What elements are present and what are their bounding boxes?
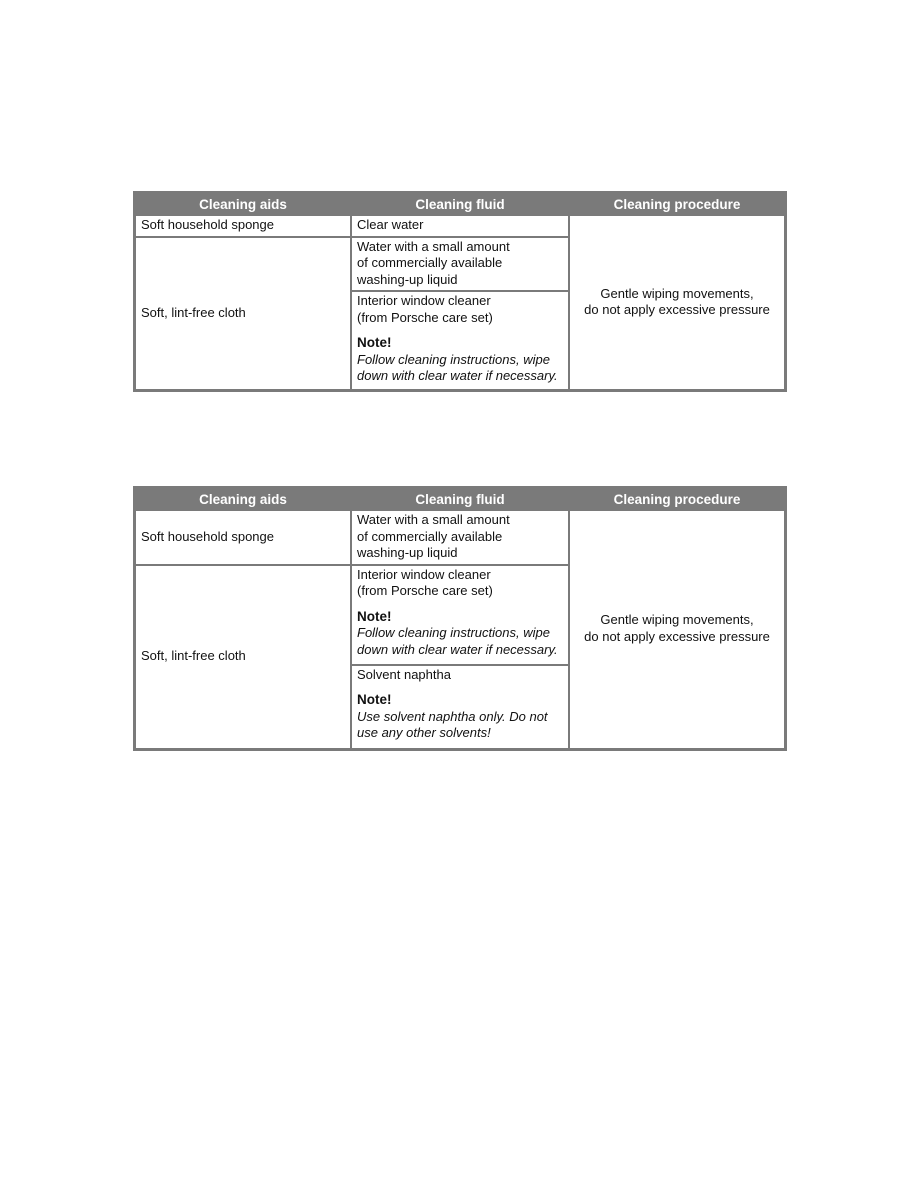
cleaning-fluid-cell xyxy=(351,510,569,565)
fluid-text: Interior window cleaner xyxy=(357,293,491,308)
note-text: Follow cleaning instructions, wipe xyxy=(357,625,550,640)
fluid-text: Clear water xyxy=(357,217,424,232)
cleaning-aid-cell: Soft household sponge xyxy=(135,510,351,565)
table-row xyxy=(135,510,785,565)
fluid-text: (from Porsche care set) xyxy=(357,583,493,598)
cleaning-fluid-cell xyxy=(351,565,569,665)
fluid-text: Water with a small amount xyxy=(357,238,510,254)
fluid-text: Solvent naphtha xyxy=(357,666,451,682)
fluid-text: washing-up liquid xyxy=(357,545,458,560)
header-cleaning-fluid: Cleaning fluid xyxy=(351,488,569,510)
note-title: Note! xyxy=(357,608,392,624)
note-text: Follow cleaning instructions, wipe xyxy=(357,351,550,367)
fluid-text: washing-up liquid xyxy=(357,271,458,287)
table-header-row xyxy=(135,193,785,215)
procedure-text: Gentle wiping movements, xyxy=(600,612,754,628)
note-text: down with clear water if necessary. xyxy=(357,641,558,657)
cleaning-aid-cell: Soft, lint-free cloth xyxy=(135,237,351,391)
header-cleaning-aids: Cleaning aids xyxy=(135,488,351,510)
fluid-text: of commercially available xyxy=(357,528,503,544)
cleaning-fluid-cell xyxy=(351,215,569,237)
cleaning-fluid-cell xyxy=(351,237,569,292)
fluid-text: Interior window cleaner xyxy=(357,566,491,582)
cleaning-aid-cell: Soft, lint-free cloth xyxy=(135,565,351,749)
note-text: use any other solvents! xyxy=(357,725,491,740)
header-cleaning-procedure: Cleaning procedure xyxy=(569,488,785,510)
note-text: Use solvent naphtha only. Do not xyxy=(357,708,548,724)
cleaning-procedure-cell xyxy=(569,215,785,390)
table-row xyxy=(135,215,785,237)
fluid-text: of commercially available xyxy=(357,255,503,270)
note-title: Note! xyxy=(357,335,392,350)
procedure-text: do not apply excessive pressure xyxy=(584,628,770,644)
cleaning-fluid-cell xyxy=(351,665,569,749)
note-text: down with clear water if necessary. xyxy=(357,368,558,383)
note-title: Note! xyxy=(357,692,392,707)
fluid-text: (from Porsche care set) xyxy=(357,309,493,325)
cleaning-aid-cell: Soft household sponge xyxy=(135,215,351,237)
cleaning-procedure-cell xyxy=(569,510,785,749)
cleaning-table-2 xyxy=(133,486,787,751)
fluid-text: Water with a small amount xyxy=(357,512,510,527)
table-header-row xyxy=(135,488,785,510)
procedure-text: do not apply excessive pressure xyxy=(584,302,770,317)
header-cleaning-fluid: Cleaning fluid xyxy=(351,193,569,215)
procedure-text: Gentle wiping movements, xyxy=(600,285,754,301)
cleaning-fluid-cell xyxy=(351,291,569,390)
cleaning-table-1 xyxy=(133,191,787,392)
header-cleaning-procedure: Cleaning procedure xyxy=(569,193,785,215)
header-cleaning-aids: Cleaning aids xyxy=(135,193,351,215)
